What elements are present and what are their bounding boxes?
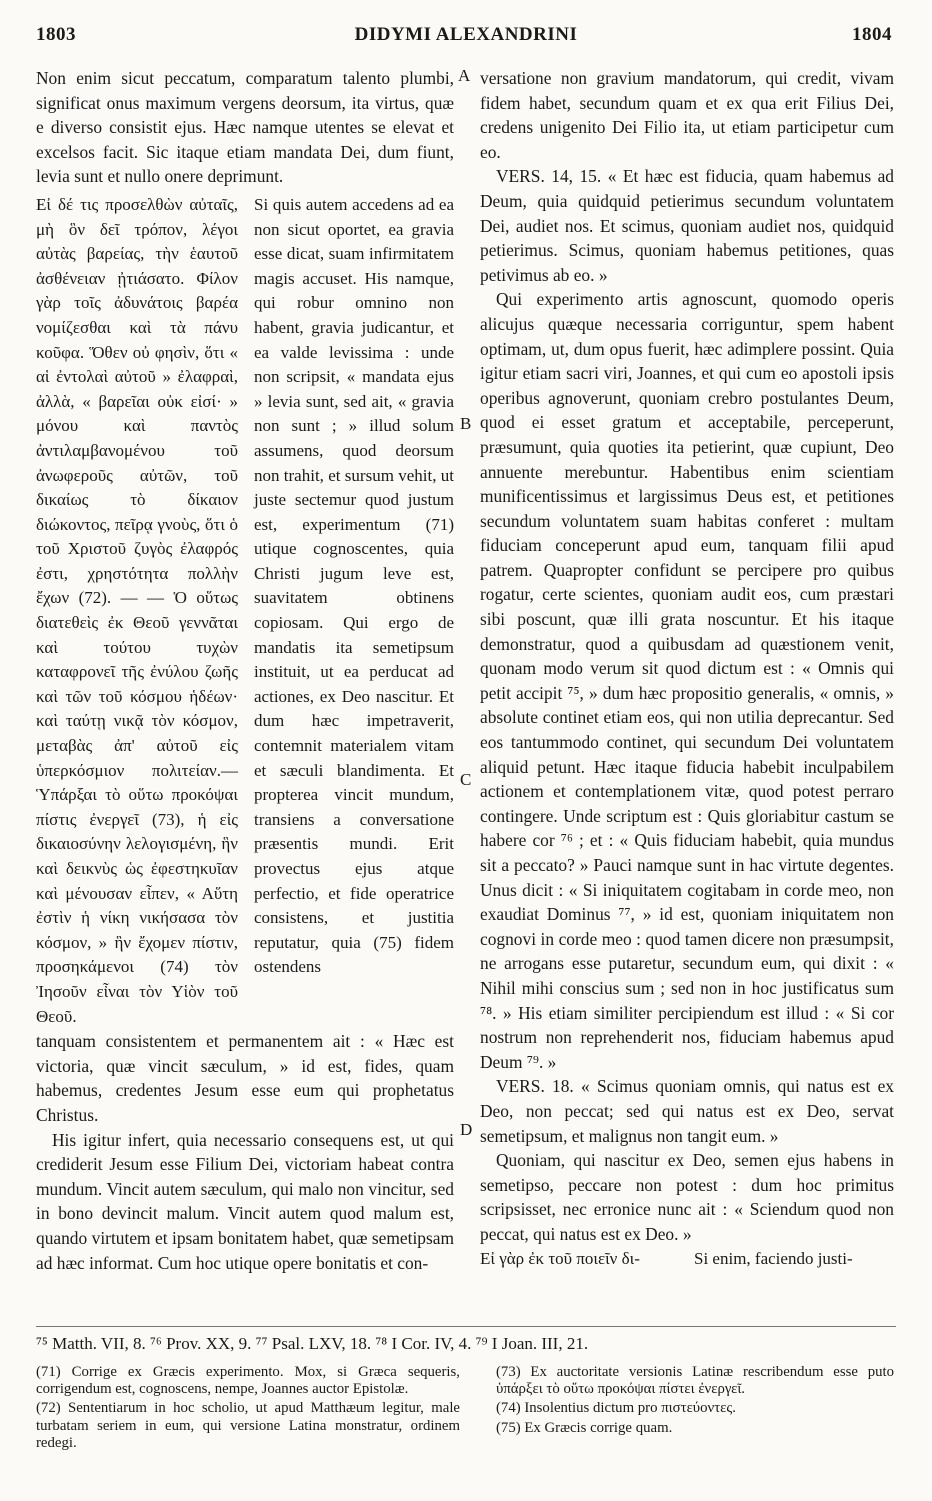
left-paragraph-2: His igitur infert, quia necessario consequens est, ut qui crediderit Jesum esse Filium Dei, victoriam habeat contra mundum. Vincit autem sæculum, qui malo non vincitur, sed in bono devincit malum. Vincit autem quod malum est, quando virtutem et ipsam bonitatem habet, quæ semetipsam ad hæc informat. Cum hoc utique opere bonitatis et con- (36, 1129, 454, 1273)
margin-letter-c: C (460, 770, 472, 789)
footnote: (71) Corrige ex Græcis experimento. Mox, si Græca sequeris, corrigendum est, cognoscens, nempe, Joannes auctor Epistolæ. (36, 1364, 460, 1398)
margin-letter-a: A (458, 66, 471, 85)
footnote: (75) Ex Græcis corrige quam. (496, 1419, 673, 1436)
footnote: (72) Sententiarum in hoc scholio, ut apud Matthæum legitur, male turbatam seriem in eum, qui versione Latina monstratur, ordinem redegi. (36, 1400, 460, 1451)
parallel-text-tail (480, 1247, 894, 1272)
latin-tail: Si enim, faciendo justi- (694, 1248, 853, 1268)
footnote-rule (36, 1326, 896, 1327)
footnotes-right (496, 1364, 894, 1439)
parallel-text (36, 193, 454, 1029)
right-paragraph-5: Quoniam, qui nascitur ex Deo, semen ejus habens in semetipso, peccare non potest : dum hoc primitus scripsisset, nec erronice nunc ait : « Sciendum quod non peccat, qui natus est ex Deo. » (480, 1150, 894, 1244)
footnote: (74) Insolentius dictum pro πιστεύοντες. (496, 1400, 736, 1417)
greek-tail: Εἰ γὰρ ἐκ τοῦ ποιεῖν δι- (480, 1248, 640, 1268)
page-number-left: 1803 (36, 24, 76, 45)
verse-14-15: VERS. 14, 15. « Et hæc est fiducia, quam habemus ad Deum, quia quidquid petierimus secundum voluntatem Dei, audiet nos. Et scimus, quoniam audiet nos, quidquid petierimus. Scimus, quoniam habemus petitiones, quas petivimus ab eo. » (480, 166, 894, 285)
greek-text: Εἰ δέ τις προσελθὼν αὐταῖς, μὴ ὃν δεῖ τρόπον, λέγοι αὐτὰς βαρείας, τὴν ἑαυτοῦ ἀσθένειαν ᾐτιάσατο. Φίλον γὰρ τοῖς ἀδυνάτοις βαρέα νομίζεσθαι καὶ τὰ πάνυ κοῦφα. Ὅθεν οὐ φησὶν, ὅτι « αἱ ἐντολαὶ αὐτοῦ » ἐλαφραὶ, ἀλλὰ, « βαρεῖαι οὐκ εἰσί· » μόνου καὶ παντὸς ἀντιλαμβανομένου τοῦ ἀνωφεροῦς αὐτῶν, τοῦ δικαίως τὸ δίκαιον διώκοντος, πεῖρᾳ γνοὺς, ὅτι ὁ τοῦ Χριστοῦ ζυγὸς ἐλαφρός ἐστι, χρηστότητα πολλὴν ἔχων (72). — — Ὁ οὕτως διατεθεὶς ἐκ Θεοῦ γεννᾶται καὶ τούτου τυχὼν καταφρονεῖ τῆς ἐνύλου ζωῆς καὶ τῶν τοῦ κόσμου ἡδέων· καὶ ταύτῃ νικᾷ τὸν κόσμον, μεταβὰς ἀπ' αὐτοῦ εἰς ὑπερκόσμιον πολιτείαν.—Ὑπάρξαι τὸ οὕτω προκόψαι πίστις ἐνεργεῖ (73), ἡ εἰς δικαιοσύνην λελογισμένη, ἣν καὶ δεικνὺς ὡς ἐφεστηκυῖαν καὶ μένουσαν εἶπεν, « Αὕτη ἐστὶν ἡ νίκη νικήσασα τὸν κόσμον, » ἣν ἔχομεν πίστιν, προσηκάμενοι (74) τὸν Ἰησοῦν εἶναι τὸν Υἱὸν τοῦ Θεοῦ. (36, 194, 238, 1026)
latin-text: Si quis autem accedens ad ea non sicut oportet, ea gravia esse dicat, suam infirmitatem magis accuset. His namque, qui robur omnino non habent, gravia judicantur, et ea valde levissima : unde non scripsit, « mandata ejus » levia sunt, sed ait, « gravia non sunt ; » illud solum assumens, quod deorsum non trahit, et sursum vehit, ut juste sectemur quod justum est, experimentum (71) utique cognoscentes, quia Christi jugum leve est, suavitatem obtinens copiosam. Qui ergo de mandatis ita semetipsum instituit, ut ea perducat ad actiones, ex Deo nascitur. Et dum hæc impetraverit, contemnit materialem vitam et sæculi blandimenta. Et propterea vincit mundum, transiens a conversatione præsentis mundi. Erit provectus ejus atque perfectio, et fide operatrice consistens, et justitia reputatur, quia (75) fidem ostendens (254, 194, 454, 977)
margin-letter-d: D (460, 1120, 473, 1139)
right-paragraph-1: versatione non gravium mandatorum, qui credit, vivam fidem habet, secundum quam et ex qua erit Filius Dei, credens unigenito Dei Filio ita, ut etiam participetur cum eo. (480, 68, 894, 162)
right-paragraph-3: Qui experimento artis agnoscunt, quomodo operis alicujus quæque necessaria corriguntur, spem habent optimam, ut, dum opus fuerit, hæc adimplere possint. Quia igitur etiam sacri viri, Joannes, et qui cum eo apostoli ipsis operibus agnoverunt, quoniam crebro postulantes Deum, quod ei esset gratum et acceptabile, perceperunt, præsumunt, quia quoties ita petierint, quæ cupiunt, Deo annuente merebuntur. Habentibus enim scientiam munificentissimus et largissimus Deus est, et petitiones secundum voluntatem suam habitas conferet : multam fiduciam conceperunt apud eum, tanquam filii apud patrem. Quapropter confidunt se percipere pro quibus rogatur, certe scientes, quoniam audit eos, cum præstari sibi poscunt, quæ illi grata noscuntur. Et his itaque demonstratur, quod a quibusdam ad quæstionem venit, quonam modo verum sit quod dictum est : « Omnis qui petit accipit ⁷⁵, » dum hæc propositio generalis, « omnis, » absolute continet etiam eos, qui non utilia deprecantur. Sed eos tantummodo continet, qui secundum Dei voluntatem aliquid petunt. Hæc itaque fiducia habebit inculpabilem actionem et contemplationem vitæ, quod potest perraro contingere. Unde scriptum est : Quis gloriabitur castum se habere cor ⁷⁶ ; et : « Quis fiduciam habebit, quia mundus sit a peccato? » Pauci namque sunt in hac virtute degentes. Unus dicit : « Si iniquitatem cogitabam in corde meo, non exaudiat Dominus ⁷⁷, » id est, quoniam iniquitatem non cognovi in corde meo : quod tamen dicere non præsumpsit, ne arrogans esse putaretur, secundum eum, qui dixit : « Nihil mihi conscius sum ; sed non in hoc justificatus sum ⁷⁸. » His etiam similiter percipiendum est illud : « Si cor nostrum non reprehenderit nos, fiduciam habemus apud Deum ⁷⁹. » (480, 289, 894, 1072)
left-intro-paragraph: Non enim sicut peccatum, comparatum talento plumbi, significat onus maximum vergens deorsum, ita virtus, quæ e diverso consistit ejus. Hæc namque utentes se elevat et excelsos facit. Sic itaque etiam mandata Dei, dum fiunt, levia sunt et nullo onere deprimunt. (36, 68, 454, 187)
margin-letter-b: B (460, 414, 472, 433)
footnotes-left (36, 1364, 460, 1454)
footnote: (73) Ex auctoritate versionis Latinæ rescribendum esse puto ὑπάρξει τὸ οὕτω προκόψαι πίστει ἐνεργεῖ. (496, 1364, 894, 1398)
right-column (480, 66, 894, 1271)
running-title: DIDYMI ALEXANDRINI (354, 24, 578, 45)
left-column (36, 66, 454, 1275)
left-continuation: tanquam consistentem et permanentem ait : « Hæc est victoria, quæ vincit sæculum, » id est, fides, quam habemus, credentes Jesum esse eum qui prophetatus Christus. (36, 1031, 454, 1125)
page-number-right: 1804 (852, 24, 892, 45)
verse-18: VERS. 18. « Scimus quoniam omnis, qui natus est ex Deo, non peccat; sed qui natus est ex Deo, servat semetipsum, et malignus non tangit eum. » (480, 1076, 894, 1146)
scripture-references: ⁷⁵ Matth. VII, 8. ⁷⁶ Prov. XX, 9. ⁷⁷ Psal. LXV, 18. ⁷⁸ I Cor. IV, 4. ⁷⁹ I Joan. III, 21. (36, 1334, 589, 1353)
